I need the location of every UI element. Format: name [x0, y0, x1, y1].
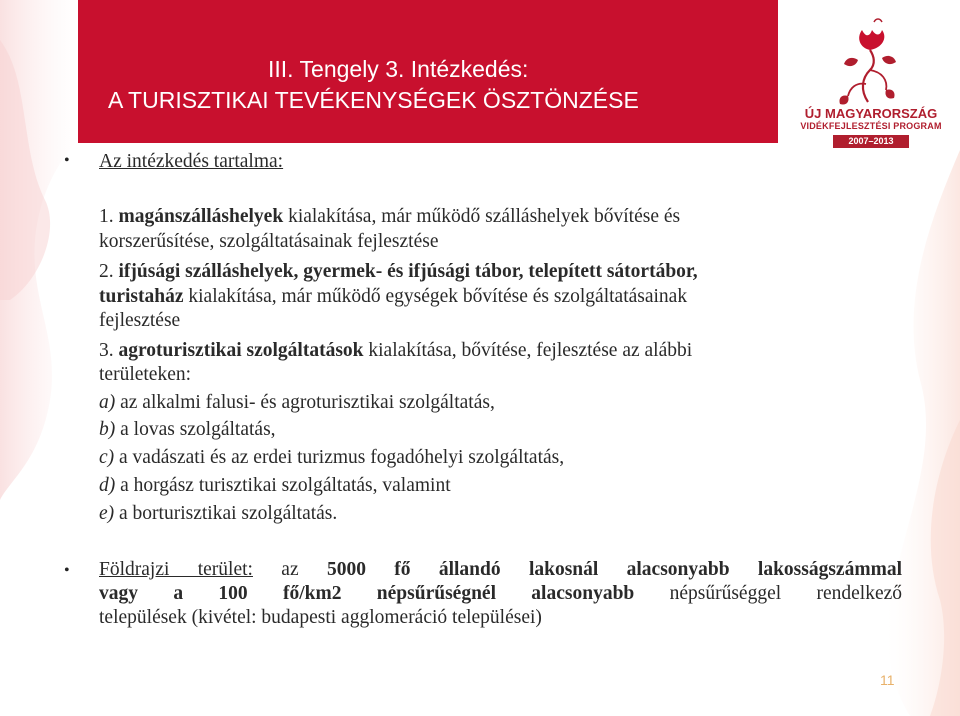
item-1-number: 1. — [99, 206, 114, 227]
page-number: 11 — [880, 672, 895, 688]
bullet-1-marker: • — [64, 152, 70, 169]
item-1-line-1 — [99, 205, 680, 229]
sub-item-e-letter: e) — [99, 503, 115, 524]
item-1-bold: magánszálláshelyek — [118, 206, 284, 227]
sub-item-e-text: a borturisztikai szolgáltatás. — [119, 503, 338, 524]
bullet-2-line-2-a: vagy a 100 fő/km2 népsűrűségnél alacsonyabb — [99, 583, 635, 604]
item-3-bold: agroturisztikai szolgáltatások — [118, 340, 364, 361]
item-2-line-2 — [99, 285, 687, 309]
item-3-number: 3. — [99, 340, 114, 361]
sub-item-a-text: az alkalmi falusi- és agroturisztikai szolgáltatás, — [120, 392, 495, 413]
sub-item-a — [99, 391, 495, 415]
bullet-2-line-1 — [99, 558, 902, 582]
sub-item-c-letter: c) — [99, 447, 115, 468]
bullet-2-line-3: települések (kivétel: budapesti agglomeráció települései) — [99, 607, 542, 628]
item-2-bold-1: ifjúsági szálláshelyek, gyermek- és ifjúsági tábor, telepített sátortábor, — [118, 261, 698, 282]
sub-item-e — [99, 502, 337, 526]
item-3-rest: kialakítása, bővítése, fejlesztése az alábbi — [368, 340, 693, 361]
sub-item-c-text: a vadászati és az erdei turizmus fogadóhelyi szolgáltatás, — [119, 447, 565, 468]
logo-years: 2007–2013 — [833, 135, 909, 148]
logo-subtitle: VIDÉKFEJLESZTÉSI PROGRAM — [800, 121, 942, 131]
bullet-2-line-1-a: az — [281, 559, 299, 580]
bullet-2-line-2-b: népsűrűséggel rendelkező — [669, 583, 903, 604]
sub-item-c — [99, 446, 564, 470]
item-3-line-2: területeken: — [99, 364, 192, 385]
item-3-line-1 — [99, 339, 692, 363]
sub-item-d-text: a horgász turisztikai szolgáltatás, valamint — [120, 475, 451, 496]
sub-item-d-letter: d) — [99, 475, 116, 496]
item-1-line-2: korszerűsítése, szolgáltatásainak fejlesztése — [99, 231, 439, 252]
sub-item-d — [99, 474, 451, 498]
bullet-2-line-2 — [99, 582, 902, 606]
bullet-1-heading: Az intézkedés tartalma: — [99, 151, 284, 172]
title-banner — [78, 0, 778, 143]
item-2-bold-2: turistaház — [99, 286, 184, 307]
sub-item-b-letter: b) — [99, 419, 116, 440]
title-line-2: A TURISZTIKAI TEVÉKENYSÉGEK ÖSZTÖNZÉSE — [108, 87, 639, 113]
rose-emblem — [839, 19, 896, 105]
item-2-line-1 — [99, 260, 698, 284]
sub-item-a-letter: a) — [99, 392, 116, 413]
sub-item-b — [99, 418, 276, 442]
item-2-line-3: fejlesztése — [99, 310, 181, 331]
bullet-2-marker: • — [64, 562, 70, 579]
item-1-rest: kialakítása, már működő szálláshelyek bővítése és — [288, 206, 681, 227]
title-line-1: III. Tengely 3. Intézkedés: — [268, 56, 529, 82]
bullet-2-heading: Földrajzi terület: — [99, 559, 253, 580]
item-2-number: 2. — [99, 261, 114, 282]
sub-item-b-text: a lovas szolgáltatás, — [120, 419, 276, 440]
bullet-2-line-1-b: 5000 fő állandó lakosnál alacsonyabb lakosságszámmal — [326, 559, 902, 580]
logo-name: ÚJ MAGYARORSZÁG — [804, 106, 938, 121]
item-2-rest: kialakítása, már működő egységek bővítése és szolgáltatásainak — [188, 286, 688, 307]
